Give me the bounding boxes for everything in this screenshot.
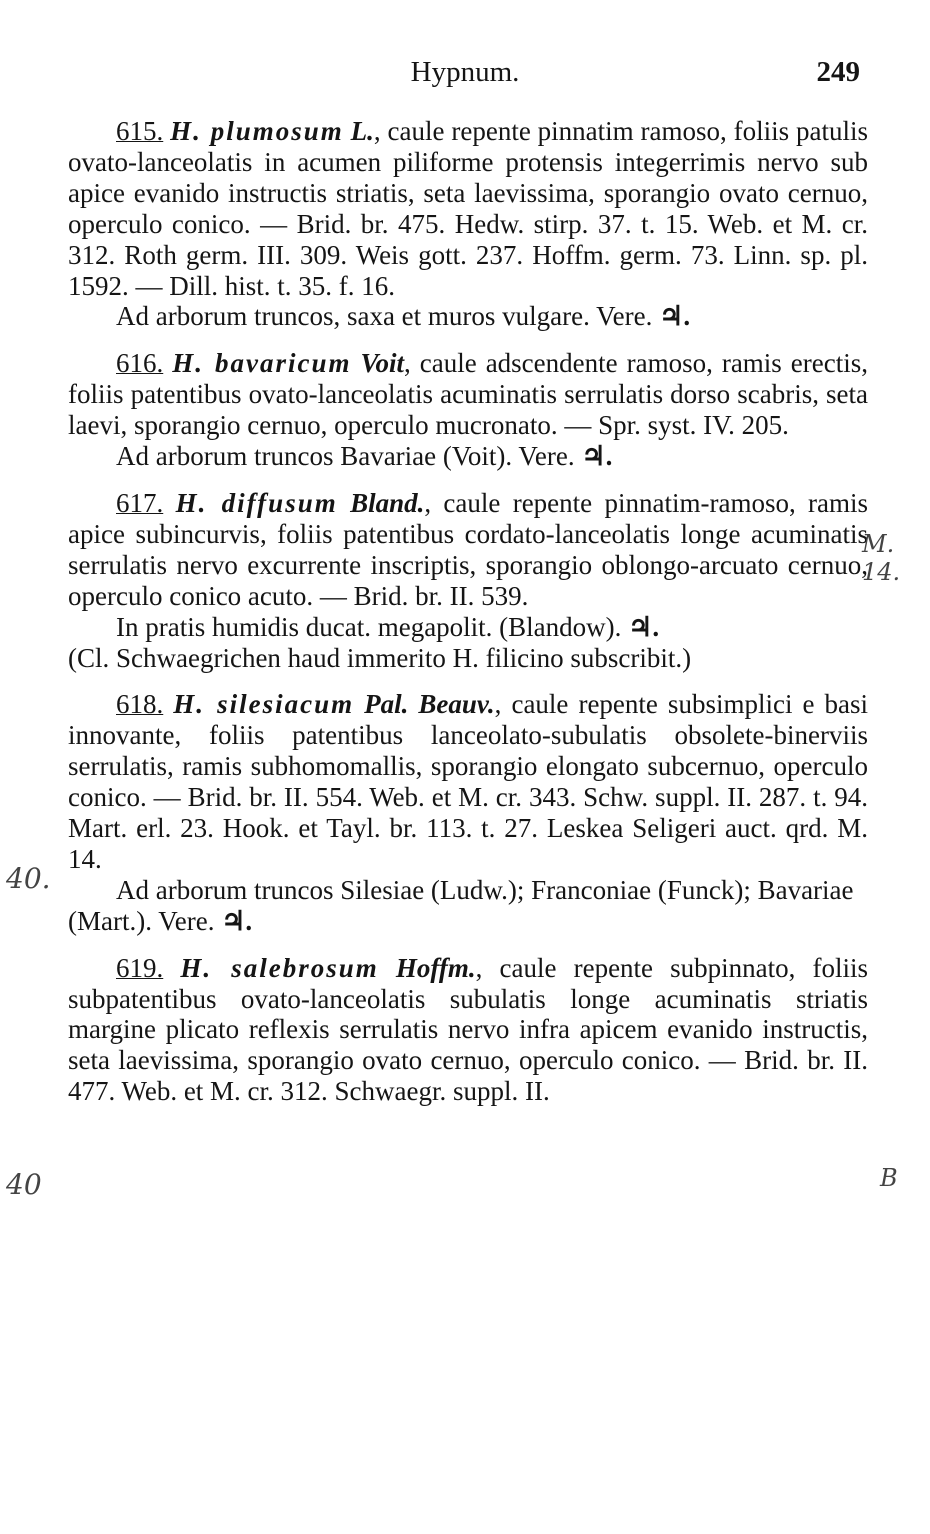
diagnosis-text: , caule repente pinnatim ramoso, foliis patulis ovato-lanceolatis in acumen piliforme protensis integerrimis nervo sub apice evanido instructis striatis, seta laevissima, sporangio ovato cernuo, operculo conico. — Brid. br. 475. Hedw. stirp. 37. t. 15. Web. et M. cr. 312. Roth germ. III. 309. Weis gott. 237. Hoffm. germ. 73. Linn. sp. pl. 1592. — Dill. hist. t. 35. f. 16. xyxy=(68,116,869,301)
perennial-symbol: ♃. xyxy=(628,611,660,642)
entry-description xyxy=(68,689,868,874)
entry-description xyxy=(68,488,868,612)
habitat-text: Ad arborum truncos, saxa et muros vulgare. Vere. xyxy=(116,301,653,332)
species-name: H. silesiacum xyxy=(173,689,355,720)
species-author: Voit xyxy=(360,348,405,379)
species-author: Hoffm. xyxy=(395,952,476,983)
entry-description xyxy=(68,116,868,301)
handwritten-margin-note: 40. xyxy=(6,862,51,895)
diagnosis-text: , caule adscendente ramoso, ramis erectis, foliis patentibus ovato-lanceolatis acuminatis serrulatis dorso scabris, seta laevi, sporangio cernuo, operculo mucronato. — Spr. syst. IV. 205. xyxy=(68,348,869,441)
species-name: H. bavaricum xyxy=(172,348,352,379)
species-author: L. xyxy=(350,116,374,146)
entry-description xyxy=(68,348,868,441)
species-author: Pal. Beauv. xyxy=(364,689,495,720)
entry-618 xyxy=(68,689,868,936)
habitat-line xyxy=(68,301,868,332)
habitat-text: Ad arborum truncos Silesiae (Ludw.); Franconiae (Funck); Bavariae (Mart.). Vere. xyxy=(68,874,854,936)
handwritten-margin-note: B xyxy=(880,1164,898,1192)
habitat-text: In pratis humidis ducat. megapolit. (Blandow). xyxy=(116,611,622,642)
species-name: H. diffusum xyxy=(175,487,338,518)
entry-616 xyxy=(68,348,868,472)
page-number: 249 xyxy=(816,56,860,88)
habitat-line xyxy=(68,612,868,643)
entry-number: 619. xyxy=(116,952,164,983)
handwritten-margin-note: 40 xyxy=(6,1168,42,1201)
page-body xyxy=(68,116,868,1107)
perennial-symbol: ♃. xyxy=(581,441,613,472)
habitat-line xyxy=(68,441,868,472)
species-name: H. salebrosum xyxy=(180,952,379,983)
entry-number: 618. xyxy=(116,689,164,720)
diagnosis-text: , caule repente subsimplici e basi innovante, foliis patentibus lanceolato-subulatis obsolete-binerviis serrulatis, ramis subhomomallis, sporangio elongato subcernuo, operculo conico. — Brid. br. II. 554. Web. et M. cr. 343. Schw. suppl. II. 287. t. 94. Mart. erl. 23. Hook. et Tayl. br. 113. t. 27. Leskea Seligeri auct. qrd. M. 14. xyxy=(68,689,868,874)
page-header xyxy=(66,56,864,96)
entry-619 xyxy=(68,953,868,1108)
entry-617 xyxy=(68,488,868,673)
species-name: H. plumosum xyxy=(170,116,344,146)
diagnosis-text: , caule repente pinnatim-ramoso, ramis apice subincurvis, foliis patentibus cordato-lanceolatis longe acuminatis serrulatis nervo excurrente inscriptis, sporangio oblongo-arcuato cernuo, operculo conico acuto. — Brid. br. II. 539. xyxy=(68,487,869,611)
habitat-line xyxy=(68,875,868,937)
entry-number: 615. xyxy=(116,116,164,146)
entry-number: 617. xyxy=(116,487,164,518)
entry-description xyxy=(68,953,868,1108)
editorial-note: (Cl. Schwaegrichen haud immerito H. filicino subscribit.) xyxy=(68,642,692,673)
perennial-symbol: ♃. xyxy=(221,905,253,936)
perennial-symbol: ♃. xyxy=(659,301,691,332)
entry-615 xyxy=(68,116,868,332)
diagnosis-text: , caule repente subpinnato, foliis subpatentibus ovato-lanceolatis subulatis longe acuminatis striatis margine plicato reflexis serrulatis nervo infra apicem evanido instructis, seta laevissima, sporangio ovato cernuo, operculo conico. — Brid. br. II. 477. Web. et M. cr. 312. Schwaegr. suppl. II. xyxy=(68,952,869,1107)
handwritten-margin-note: M. 14. xyxy=(862,530,901,586)
habitat-text: Ad arborum truncos Bavariae (Voit). Vere. xyxy=(116,441,575,472)
species-author: Bland. xyxy=(350,487,425,518)
running-head: Hypnum. xyxy=(410,56,520,88)
entry-number: 616. xyxy=(116,348,164,379)
